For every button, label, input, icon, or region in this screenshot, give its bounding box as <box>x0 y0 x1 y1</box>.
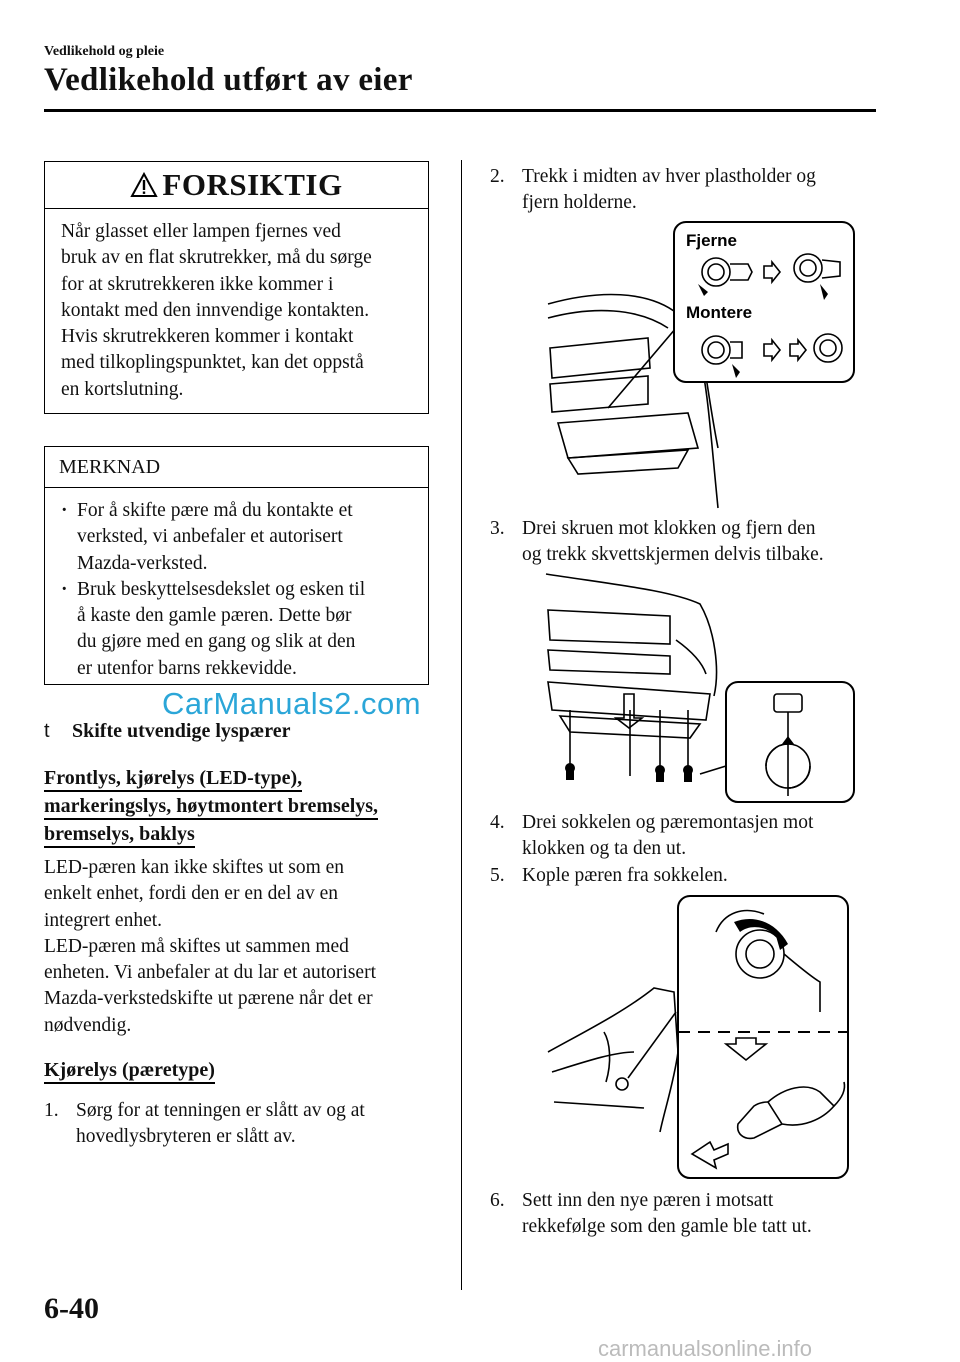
footer-watermark: carmanualsonline.info <box>598 1336 813 1361</box>
step-line: rekkefølge som den gamle ble tatt ut. <box>522 1216 812 1238</box>
caution-text <box>45 209 428 403</box>
note-line: · Bruk beskyttelsesdekslet og esken til <box>77 578 366 600</box>
step-line: Sett inn den nye pæren i motsatt <box>522 1190 774 1211</box>
caution-line: en kortslutning. <box>61 378 184 400</box>
watermark-logo: CarManuals2.com <box>162 686 422 721</box>
paragraph-line: nødvendig. <box>44 1014 132 1036</box>
note-title: MERKNAD <box>45 447 428 488</box>
paragraph-line: enheten. Vi anbefaler at du lar et autorisert <box>44 962 376 984</box>
section-label: Vedlikehold og pleie <box>44 44 165 59</box>
caution-line: bruk av en flat skrutrekker, må du sørge <box>61 247 372 269</box>
step-number: 6. <box>490 1190 505 1211</box>
caution-box <box>44 161 429 414</box>
paragraph-line: integrert enhet. <box>44 909 163 931</box>
caution-line: Hvis skrutrekkeren kommer i kontakt <box>61 326 354 348</box>
step-line: Drei skruen mot klokken og fjern den <box>522 518 816 539</box>
page-number: 6-40 <box>44 1292 99 1325</box>
step-line: Kople pæren fra sokkelen. <box>522 865 728 886</box>
note-line: verksted, vi anbefaler et autorisert <box>77 526 343 548</box>
step-6 <box>490 1188 890 1244</box>
heading-kjorelys <box>44 1056 215 1084</box>
step-1 <box>44 1098 444 1154</box>
caution-line: kontakt med den innvendige kontakten. <box>61 299 370 321</box>
step-number: 4. <box>490 812 505 833</box>
note-item <box>45 577 414 682</box>
paragraph-line: LED-pæren kan ikke skiftes ut som en <box>44 857 345 878</box>
caution-line: Når glasset eller lampen fjernes ved <box>61 221 341 242</box>
figure-plastholder <box>528 218 858 510</box>
warning-icon <box>130 172 158 198</box>
subsection-title: Skifte utvendige lyspærer <box>72 720 291 742</box>
label-montere: Montere <box>686 303 753 322</box>
led-paragraph <box>44 855 439 1039</box>
heading-text: Kjørelys (pæretype) <box>44 1059 215 1084</box>
step-number: 5. <box>490 865 505 886</box>
heading-line: Frontlys, kjørelys (LED-type), <box>44 767 302 792</box>
step-number: 2. <box>490 166 505 187</box>
caution-line: med tilkoplingspunktet, kan det oppstå <box>61 352 364 374</box>
step-line: Trekk i midten av hver plastholder og <box>522 166 816 187</box>
column-divider <box>461 160 462 1290</box>
step-line: og trekk skvettskjermen delvis tilbake. <box>522 544 824 566</box>
figure-skvettskjerm <box>530 570 860 804</box>
caution-title: FORSIKTIG <box>162 167 343 202</box>
step-line: klokken og ta den ut. <box>522 838 687 860</box>
note-line: · For å skifte pære må du kontakte et <box>77 500 353 521</box>
step-line: fjern holderne. <box>522 192 637 214</box>
note-box <box>44 446 429 685</box>
heading-line: bremselys, baklys <box>44 823 195 848</box>
step-line: Sørg for at tenningen er slått av og at <box>76 1100 365 1121</box>
paragraph-line: Mazda-verkstedskifte ut pærene når det er <box>44 988 373 1010</box>
step-number: 3. <box>490 518 505 539</box>
step-4 <box>490 810 890 866</box>
step-2 <box>490 164 890 220</box>
step-line: hovedlysbryteren er slått av. <box>76 1126 296 1148</box>
paragraph-line: LED-pæren må skiftes ut sammen med <box>44 935 349 957</box>
caution-line: for at skrutrekkeren ikke kommer i <box>61 273 334 295</box>
page-title: Vedlikehold utført av eier <box>44 62 413 98</box>
subsection-bullet: t <box>44 720 50 742</box>
title-rule <box>44 109 876 112</box>
step-line: Drei sokkelen og pæremontasjen mot <box>522 812 814 833</box>
heading-line: markeringslys, høytmontert bremselys, <box>44 795 378 820</box>
step-3 <box>490 516 890 572</box>
note-line: er utenfor barns rekkevidde. <box>77 657 297 679</box>
heading-frontlys <box>44 764 378 848</box>
label-fjerne: Fjerne <box>686 231 738 250</box>
step-number: 1. <box>44 1100 59 1121</box>
note-line: du gjøre med en gang og slik at den <box>77 631 356 653</box>
note-item <box>45 498 414 577</box>
paragraph-line: enkelt enhet, fordi den er en del av en <box>44 883 338 905</box>
note-line: Mazda-verksted. <box>77 552 208 574</box>
figure-paere <box>544 892 852 1182</box>
note-line: å kaste den gamle pæren. Dette bør <box>77 605 352 627</box>
caution-header <box>45 162 428 209</box>
note-list <box>45 488 428 682</box>
step-5 <box>490 863 890 893</box>
subsection-heading <box>44 720 291 743</box>
